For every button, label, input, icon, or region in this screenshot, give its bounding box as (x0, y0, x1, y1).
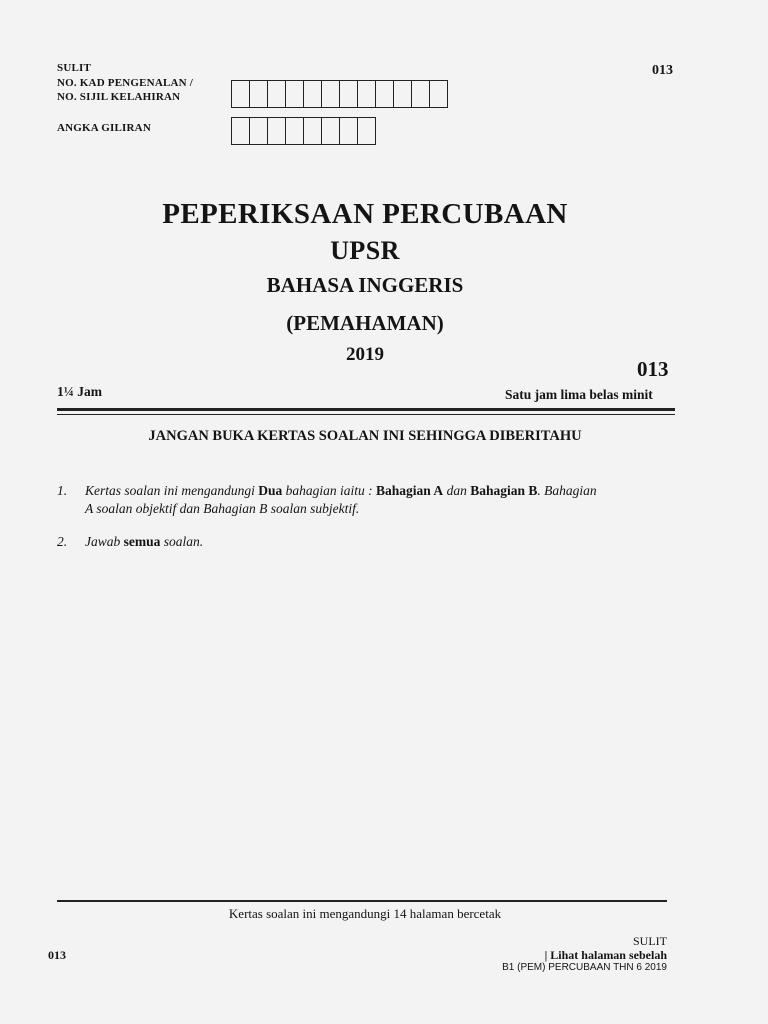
instruction-2: 2. Jawab semua soalan. (57, 534, 204, 549)
series-code: B1 (PEM) PERCUBAAN THN 6 2019 (502, 962, 667, 973)
do-not-open-warning: JANGAN BUKA KERTAS SOALAN INI SEHINGGA DIBERITAHU (148, 428, 582, 444)
index-number-boxes[interactable] (231, 117, 376, 145)
subject-title: BAHASA INGGERIS (266, 273, 464, 297)
exam-level: UPSR (330, 236, 400, 265)
duration-short: 1¼ Jam (57, 384, 102, 399)
footer-divider (57, 900, 667, 902)
ic-label-line1: NO. KAD PENGENALAN / (57, 77, 194, 89)
see-next-page: | Lihat halaman sebelah (544, 948, 667, 962)
ic-number-boxes[interactable] (231, 80, 448, 108)
index-number-label: ANGKA GILIRAN (57, 122, 151, 134)
ic-label-line2: NO. SIJIL KELAHIRAN (57, 91, 181, 103)
exam-year: 2019 (346, 344, 384, 365)
instruction-1: 1. Kertas soalan ini mengandungi Dua bahagian iaitu : Bahagian A dan Bahagian B. Bahagian A soalan objektif dan Bahagian B soalan subjektif. (57, 483, 597, 516)
exam-title: PEPERIKSAAN PERCUBAAN (162, 198, 568, 230)
instruction-number: 2. (57, 534, 68, 549)
paper-title: (PEMAHAMAN) (286, 311, 444, 335)
sulit-footer: SULIT (633, 934, 667, 948)
paper-code-header: 013 (652, 63, 673, 78)
instruction-number: 1. (57, 483, 68, 498)
page-count-note: Kertas soalan ini mengandungi 14 halaman bercetak (228, 906, 502, 921)
sulit-label: SULIT (57, 62, 92, 74)
paper-code-title: 013 (637, 357, 669, 381)
divider-thick (57, 408, 675, 411)
duration-long: Satu jam lima belas minit (505, 387, 653, 402)
paper-code-footer: 013 (48, 948, 66, 962)
divider-thin (57, 414, 675, 415)
